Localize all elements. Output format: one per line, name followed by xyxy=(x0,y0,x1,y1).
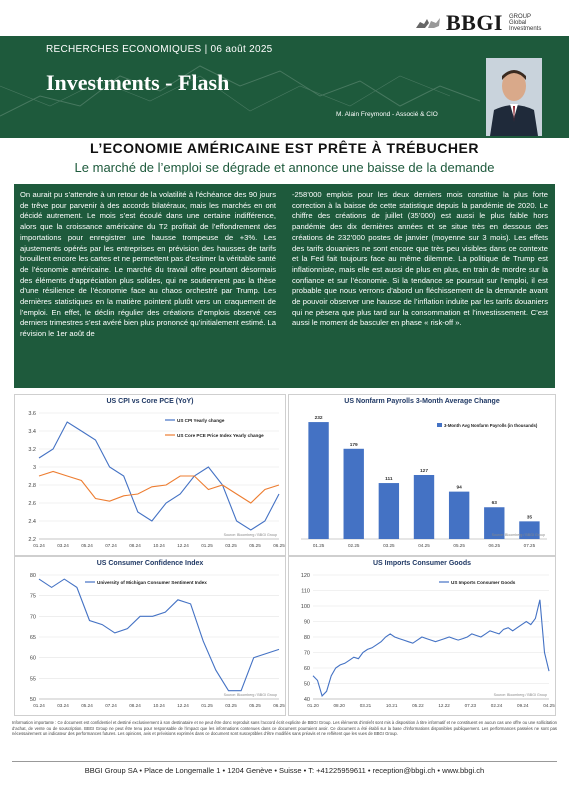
subheadline: Le marché de l’emploi se dégrade et annonce une baisse de la demande xyxy=(74,160,495,175)
x-tick-label: 08.24 xyxy=(129,703,141,708)
x-tick-label: 06.25 xyxy=(273,703,285,708)
x-tick-label: 01.24 xyxy=(33,703,45,708)
y-tick-label: 70 xyxy=(303,650,310,657)
portrait-icon xyxy=(486,58,542,136)
x-tick-label: 10.24 xyxy=(153,703,165,708)
y-tick-label: 120 xyxy=(300,573,310,579)
chart-nonfarm-payrolls xyxy=(288,394,556,556)
article-column-left: On aurait pu s’attendre à un retour de la volatilité à l’échéance des 90 jours de trêve pour parvenir à des accords bilatéraux, mais les marchés en ont décidé autrement. Le mois s’est écoulé dans une certaine indifférence, alors que la croissance américaine du T2 profitait de l’effondrement des importations pour enregistrer une hausse trompeuse de +3%. Les ajustements opérés par les entreprises en prévision des hausses de tarifs brouillent encore les cartes et ne permettent pas d’estimer la véritable santé de l’économie américaine. Le marché du travail offre pourtant désormais des éléments d’appréciation plus solides, qui ne soutiennent pas la thèse d’une résilience de l’économie face au chaos orchestré par Trump. Les dernières statistiques en la matière pointent plutôt vers un craquement de l’emploi. En effet, le déclin régulier des créations d’emplois observé ces derniers trimestres s’est avéré bien plus prononcé qu’initialement estimé. La révision le 1er août de xyxy=(20,190,276,339)
x-tick-label: 12.22 xyxy=(438,703,450,708)
y-tick-label: 2.2 xyxy=(28,537,36,543)
x-tick-label: 03.24 xyxy=(57,543,69,548)
chart-consumer-confidence xyxy=(14,556,286,716)
bar-value-label: 63 xyxy=(491,501,497,507)
logo-text: BBGI xyxy=(445,10,503,35)
x-tick-label: 12.24 xyxy=(177,543,189,548)
x-tick-label: 02.24 xyxy=(490,703,503,708)
x-tick-label: 06.25 xyxy=(488,543,501,548)
bar xyxy=(449,492,469,539)
x-tick-label: 08.20 xyxy=(333,703,345,708)
x-tick-label: 01.25 xyxy=(201,703,213,708)
bull-bear-icon xyxy=(414,14,442,32)
x-tick-label: 07.25 xyxy=(523,543,536,548)
source-label: Source: Bloomberg / BBGI Group xyxy=(223,693,277,697)
bar xyxy=(308,422,328,539)
y-tick-label: 2.4 xyxy=(28,519,36,525)
chart-title: US CPI vs Core PCE (YoY) xyxy=(106,398,194,405)
legend-label: US CPI Yearly change xyxy=(177,418,225,423)
y-tick-label: 40 xyxy=(303,697,310,703)
x-tick-label: 09.24 xyxy=(517,703,529,708)
x-tick-label: 03.25 xyxy=(225,703,237,708)
author-photo xyxy=(486,58,542,136)
x-tick-label: 01.25 xyxy=(312,543,325,548)
legend-label: 3-Month Avg Nonfarm Payrolls (in thousands) xyxy=(444,423,538,428)
section-label: RECHERCHES ECONOMIQUES | 06 août 2025 xyxy=(46,44,273,55)
x-tick-label: 12.24 xyxy=(177,703,189,708)
footer: BBGI Group SA • Place de Longemalle 1 • 1204 Genève • Suisse • T: +41225959611 • reception@bbgi.ch • www.bbgi.ch xyxy=(84,766,485,775)
series-line xyxy=(39,422,279,530)
chart-svg xyxy=(289,557,555,715)
y-tick-label: 3 xyxy=(32,465,36,471)
author-label: M. Alain Freymond - Associé & CIO xyxy=(336,111,438,118)
y-tick-label: 60 xyxy=(29,655,36,662)
x-tick-label: 03.24 xyxy=(57,703,69,708)
legend-label: US Imports Consumer Goods xyxy=(451,580,516,585)
y-tick-label: 55 xyxy=(29,676,36,683)
x-tick-label: 03.21 xyxy=(359,703,372,708)
x-tick-label: 07.24 xyxy=(105,543,117,548)
source-label: Source: Bloomberg / BBGI Group xyxy=(223,533,277,537)
x-tick-label: 04.25 xyxy=(543,703,555,708)
y-tick-label: 70 xyxy=(29,614,36,621)
page-title: Investments - Flash xyxy=(46,70,230,95)
source-label: Source: Bloomberg / BBGI Group xyxy=(493,693,547,697)
chart-title: US Nonfarm Payrolls 3-Month Average Change xyxy=(344,398,500,405)
source-label: Source: Bloomberg / BBGI Group xyxy=(491,533,545,537)
y-tick-label: 2.8 xyxy=(28,483,36,489)
chart-svg xyxy=(15,557,285,715)
chart-title: US Imports Consumer Goods xyxy=(372,560,471,567)
series-line xyxy=(39,472,279,504)
bar-value-label: 232 xyxy=(314,416,323,422)
article-body xyxy=(14,184,555,388)
y-tick-label: 80 xyxy=(303,635,310,641)
bar-value-label: 127 xyxy=(419,468,429,474)
x-tick-label: 03.25 xyxy=(225,543,237,548)
x-tick-label: 07.23 xyxy=(464,703,477,708)
bar xyxy=(379,483,399,539)
y-tick-label: 3.2 xyxy=(28,447,36,453)
bar-value-label: 35 xyxy=(526,515,533,521)
chart-svg xyxy=(289,395,555,555)
x-tick-label: 10.24 xyxy=(153,543,165,548)
y-tick-label: 75 xyxy=(29,593,36,600)
logo-subtitle: GROUP Global Investments xyxy=(509,14,542,32)
legend-swatch xyxy=(437,423,442,427)
bar-value-label: 94 xyxy=(456,485,462,491)
x-tick-label: 01.20 xyxy=(307,703,319,708)
footer-divider xyxy=(12,761,557,762)
x-tick-label: 04.25 xyxy=(418,543,430,548)
y-tick-label: 60 xyxy=(303,666,310,672)
bbgi-logo xyxy=(414,10,549,36)
chart-imports-consumer-goods xyxy=(288,556,556,716)
x-tick-label: 01.24 xyxy=(33,543,45,548)
y-tick-label: 110 xyxy=(301,588,310,595)
article-column-right: -258’000 emplois pour les deux derniers mois constitue la plus forte correction à la baisse de cette statistique depuis la pandémie de 2020. Le chiffre des créations de juillet (35’000) est aussi le plus faible hors pandémie des dix dernières années et se situe très en dessous des créations de 232’000 postes de janvier (moyenne sur 3 mois). Les effets des tarifs douaniers ne sont encore que très peu visibles dans ce contexte et la Fed fait toujours face au même dilemme. La politique de Trump est inflationniste, mais elle est aussi de plus en plus, en train de mordre sur la confiance et sur l’économie. Si la tendance se poursuit sur l’emploi, il est probable que nous verrons d’abord un fléchissement de la demande avant de pouvoir observer une hausse de l’inflation induite par les tarifs douaniers qui ne pèsera que plus tard sur la consommation et l’investissement. C’est aussi le moment de basculer en phase « risk-off ». xyxy=(292,190,548,328)
x-tick-label: 07.24 xyxy=(105,703,117,708)
bar-value-label: 179 xyxy=(349,442,358,448)
y-tick-label: 2.6 xyxy=(28,501,36,507)
y-tick-label: 50 xyxy=(303,681,310,688)
x-tick-label: 01.25 xyxy=(201,543,213,548)
x-tick-label: 05.24 xyxy=(81,543,93,548)
top-bar xyxy=(0,0,569,36)
bar-value-label: 111 xyxy=(385,477,393,483)
headline: L’ECONOMIE AMÉRICAINE EST PRÊTE À TRÉBUCHER xyxy=(90,140,479,156)
y-tick-label: 80 xyxy=(29,573,36,579)
x-tick-label: 08.24 xyxy=(129,543,141,548)
chart-cpi-pce xyxy=(14,394,286,556)
y-tick-label: 100 xyxy=(300,604,310,610)
bar xyxy=(414,475,434,539)
x-tick-label: 02.25 xyxy=(347,543,360,548)
chart-title: US Consumer Confidence Index xyxy=(96,560,204,567)
y-tick-label: 50 xyxy=(29,697,36,703)
bar xyxy=(344,449,364,539)
x-tick-label: 05.25 xyxy=(249,543,261,548)
chart-svg xyxy=(15,395,285,555)
disclaimer: Information importante : Ce document est confidentiel et destiné exclusivement à son destinataire et ne peut être donc reproduit sans l’accord écrit explicite de BBGI Group. Les éléments d’intérêt sont mis à disposition à titre informatif et ne constituent en aucun cas une offre ou une sollicitation d’achat, de vente ou de souscription. BBGI Group ne peut être tenu pour responsable de l’impact que les informations contenues dans ce document pourraient avoir. Ce document a été établi sur la base d’informations disponibles publiquement. Les performances passées ne sont pas nécessairement un indicateur des performances futures. Les opinions, avis et prévisions exprimés dans ce document sont susceptibles d’être modifiés sans préavis et ne reflètent que les vues de BBGI Group. xyxy=(12,720,557,737)
y-tick-label: 90 xyxy=(303,619,310,626)
x-tick-label: 05.25 xyxy=(453,543,465,548)
y-tick-label: 3.6 xyxy=(28,411,36,417)
x-tick-label: 03.25 xyxy=(383,543,395,548)
x-tick-label: 05.24 xyxy=(81,703,93,708)
x-tick-label: 06.25 xyxy=(273,543,285,548)
y-tick-label: 65 xyxy=(29,635,36,641)
x-tick-label: 05.22 xyxy=(412,703,424,708)
y-tick-label: 3.4 xyxy=(28,429,36,435)
x-tick-label: 10.21 xyxy=(385,703,398,708)
series-line xyxy=(313,600,549,696)
x-tick-label: 05.25 xyxy=(249,703,261,708)
legend-label: University of Michigan Consumer Sentiment Index xyxy=(97,580,207,585)
legend-label: US Core PCE Price Index Yearly change xyxy=(177,433,264,438)
